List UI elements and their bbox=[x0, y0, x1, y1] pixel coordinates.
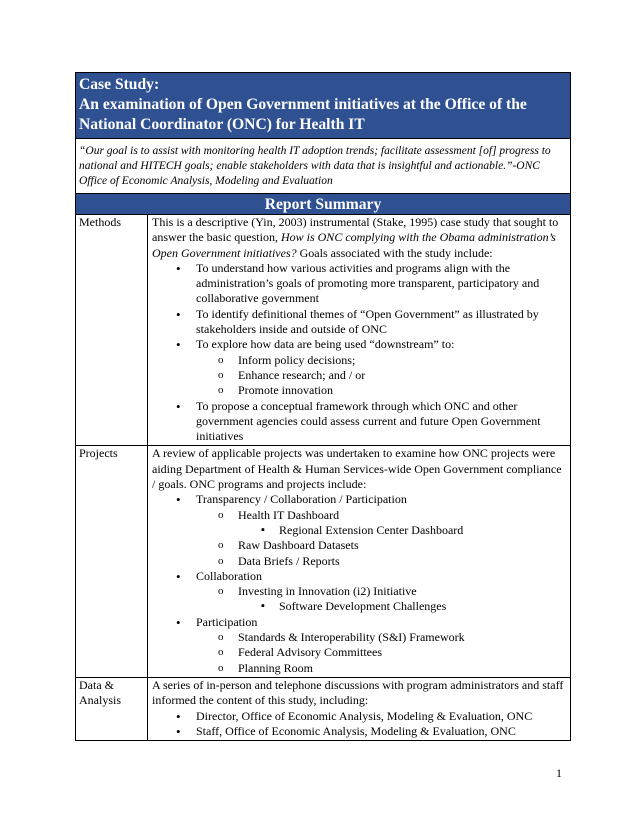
transparency-list bbox=[196, 508, 566, 569]
list-item bbox=[152, 615, 566, 676]
list-item: o Data Briefs / Reports bbox=[152, 554, 566, 569]
list-item: o Promote innovation bbox=[152, 383, 566, 398]
page-number: 1 bbox=[556, 766, 562, 780]
list-item bbox=[152, 508, 566, 539]
dashboard-sublist bbox=[238, 523, 566, 538]
list-item: o Raw Dashboard Datasets bbox=[152, 538, 566, 553]
list-item: o Standards & Interoperability (S&I) Framework bbox=[152, 630, 566, 645]
downstream-list bbox=[196, 353, 566, 399]
data-analysis-label-line-1: Data & bbox=[79, 677, 114, 692]
data-analysis-row bbox=[76, 678, 570, 740]
methods-label: Methods bbox=[76, 215, 148, 445]
projects-intro: A review of applicable projects was undertaken to examine how ONC projects were aiding Department of Health & Human Services-wide Open Government compliance / goals. ONC programs and projects include: bbox=[152, 446, 562, 492]
projects-list bbox=[152, 492, 566, 676]
methods-intro-tail: Goals associated with the study include: bbox=[296, 245, 493, 260]
projects-label: Projects bbox=[76, 446, 148, 676]
group-transparency: Transparency / Collaboration / Participation bbox=[196, 492, 407, 507]
health-it-dashboard: Health IT Dashboard bbox=[238, 507, 340, 522]
list-item: ▪ Software Development Challenges bbox=[152, 599, 566, 614]
list-item: o Federal Advisory Committees bbox=[152, 645, 566, 660]
list-item bbox=[152, 492, 566, 568]
banner-line-2: An examination of Open Government initiatives at the Office of the bbox=[79, 96, 527, 113]
projects-row bbox=[76, 446, 570, 677]
group-collaboration: Collaboration bbox=[196, 568, 262, 583]
data-analysis-label bbox=[76, 678, 148, 740]
projects-content bbox=[148, 446, 570, 676]
list-item: o Enhance research; and / or bbox=[152, 368, 566, 383]
list-item: • To understand how various activities and programs align with the administration’s goals of promoting more transparent, participatory and collaborative government bbox=[152, 261, 566, 307]
mission-quote: “Our goal is to assist with monitoring health IT adoption trends; facilitate assessment [of] progress to national and HITECH goals; enable stakeholders with data that is insightful and actionable.”-ONC Office of Economic Analysis, Modeling and Evaluation bbox=[76, 139, 570, 194]
list-item: • To identify definitional themes of “Open Government” as illustrated by stakeholders inside and outside of ONC bbox=[152, 307, 566, 338]
data-analysis-label-line-2: Analysis bbox=[79, 693, 121, 708]
list-item: ▪ Regional Extension Center Dashboard bbox=[152, 523, 566, 538]
banner-line-3: National Coordinator (ONC) for Health IT bbox=[79, 116, 365, 133]
methods-intro-text: This is a descriptive (Yin, 2003) instrumental (Stake, 1995) case study that sought to answer the basic question, bbox=[152, 215, 559, 245]
list-item bbox=[152, 569, 566, 615]
downstream-goal: To explore how data are being used “downstream” to: bbox=[196, 337, 455, 352]
methods-intro bbox=[152, 215, 566, 261]
list-item bbox=[152, 584, 566, 615]
methods-goals-list bbox=[152, 261, 566, 445]
methods-row bbox=[76, 215, 570, 446]
case-study-table bbox=[75, 72, 571, 741]
list-item: o Inform policy decisions; bbox=[152, 353, 566, 368]
list-item: o Planning Room bbox=[152, 661, 566, 676]
data-analysis-intro: A series of in-person and telephone discussions with program administrators and staff informed the content of this study, including: bbox=[152, 677, 564, 708]
case-study-banner bbox=[76, 73, 570, 139]
list-item: • Director, Office of Economic Analysis, Modeling & Evaluation, ONC bbox=[152, 709, 566, 724]
group-participation: Participation bbox=[196, 614, 258, 629]
participation-list bbox=[196, 630, 566, 676]
list-item bbox=[152, 337, 566, 398]
data-analysis-content bbox=[148, 678, 570, 740]
i2-sublist bbox=[238, 599, 566, 614]
list-item: • Staff, Office of Economic Analysis, Modeling & Evaluation, ONC bbox=[152, 724, 566, 739]
report-summary-heading: Report Summary bbox=[76, 194, 570, 215]
banner-line-1: Case Study: bbox=[79, 76, 160, 93]
collaboration-list bbox=[196, 584, 566, 615]
list-item: • To propose a conceptual framework through which ONC and other government agencies could assess current and future Open Government initiatives bbox=[152, 399, 566, 445]
methods-question: How is ONC complying with the Obama administration’s Open Government initiatives? bbox=[152, 230, 556, 260]
methods-content bbox=[148, 215, 570, 445]
data-analysis-list bbox=[152, 709, 566, 740]
i2-initiative: Investing in Innovation (i2) Initiative bbox=[238, 584, 417, 599]
